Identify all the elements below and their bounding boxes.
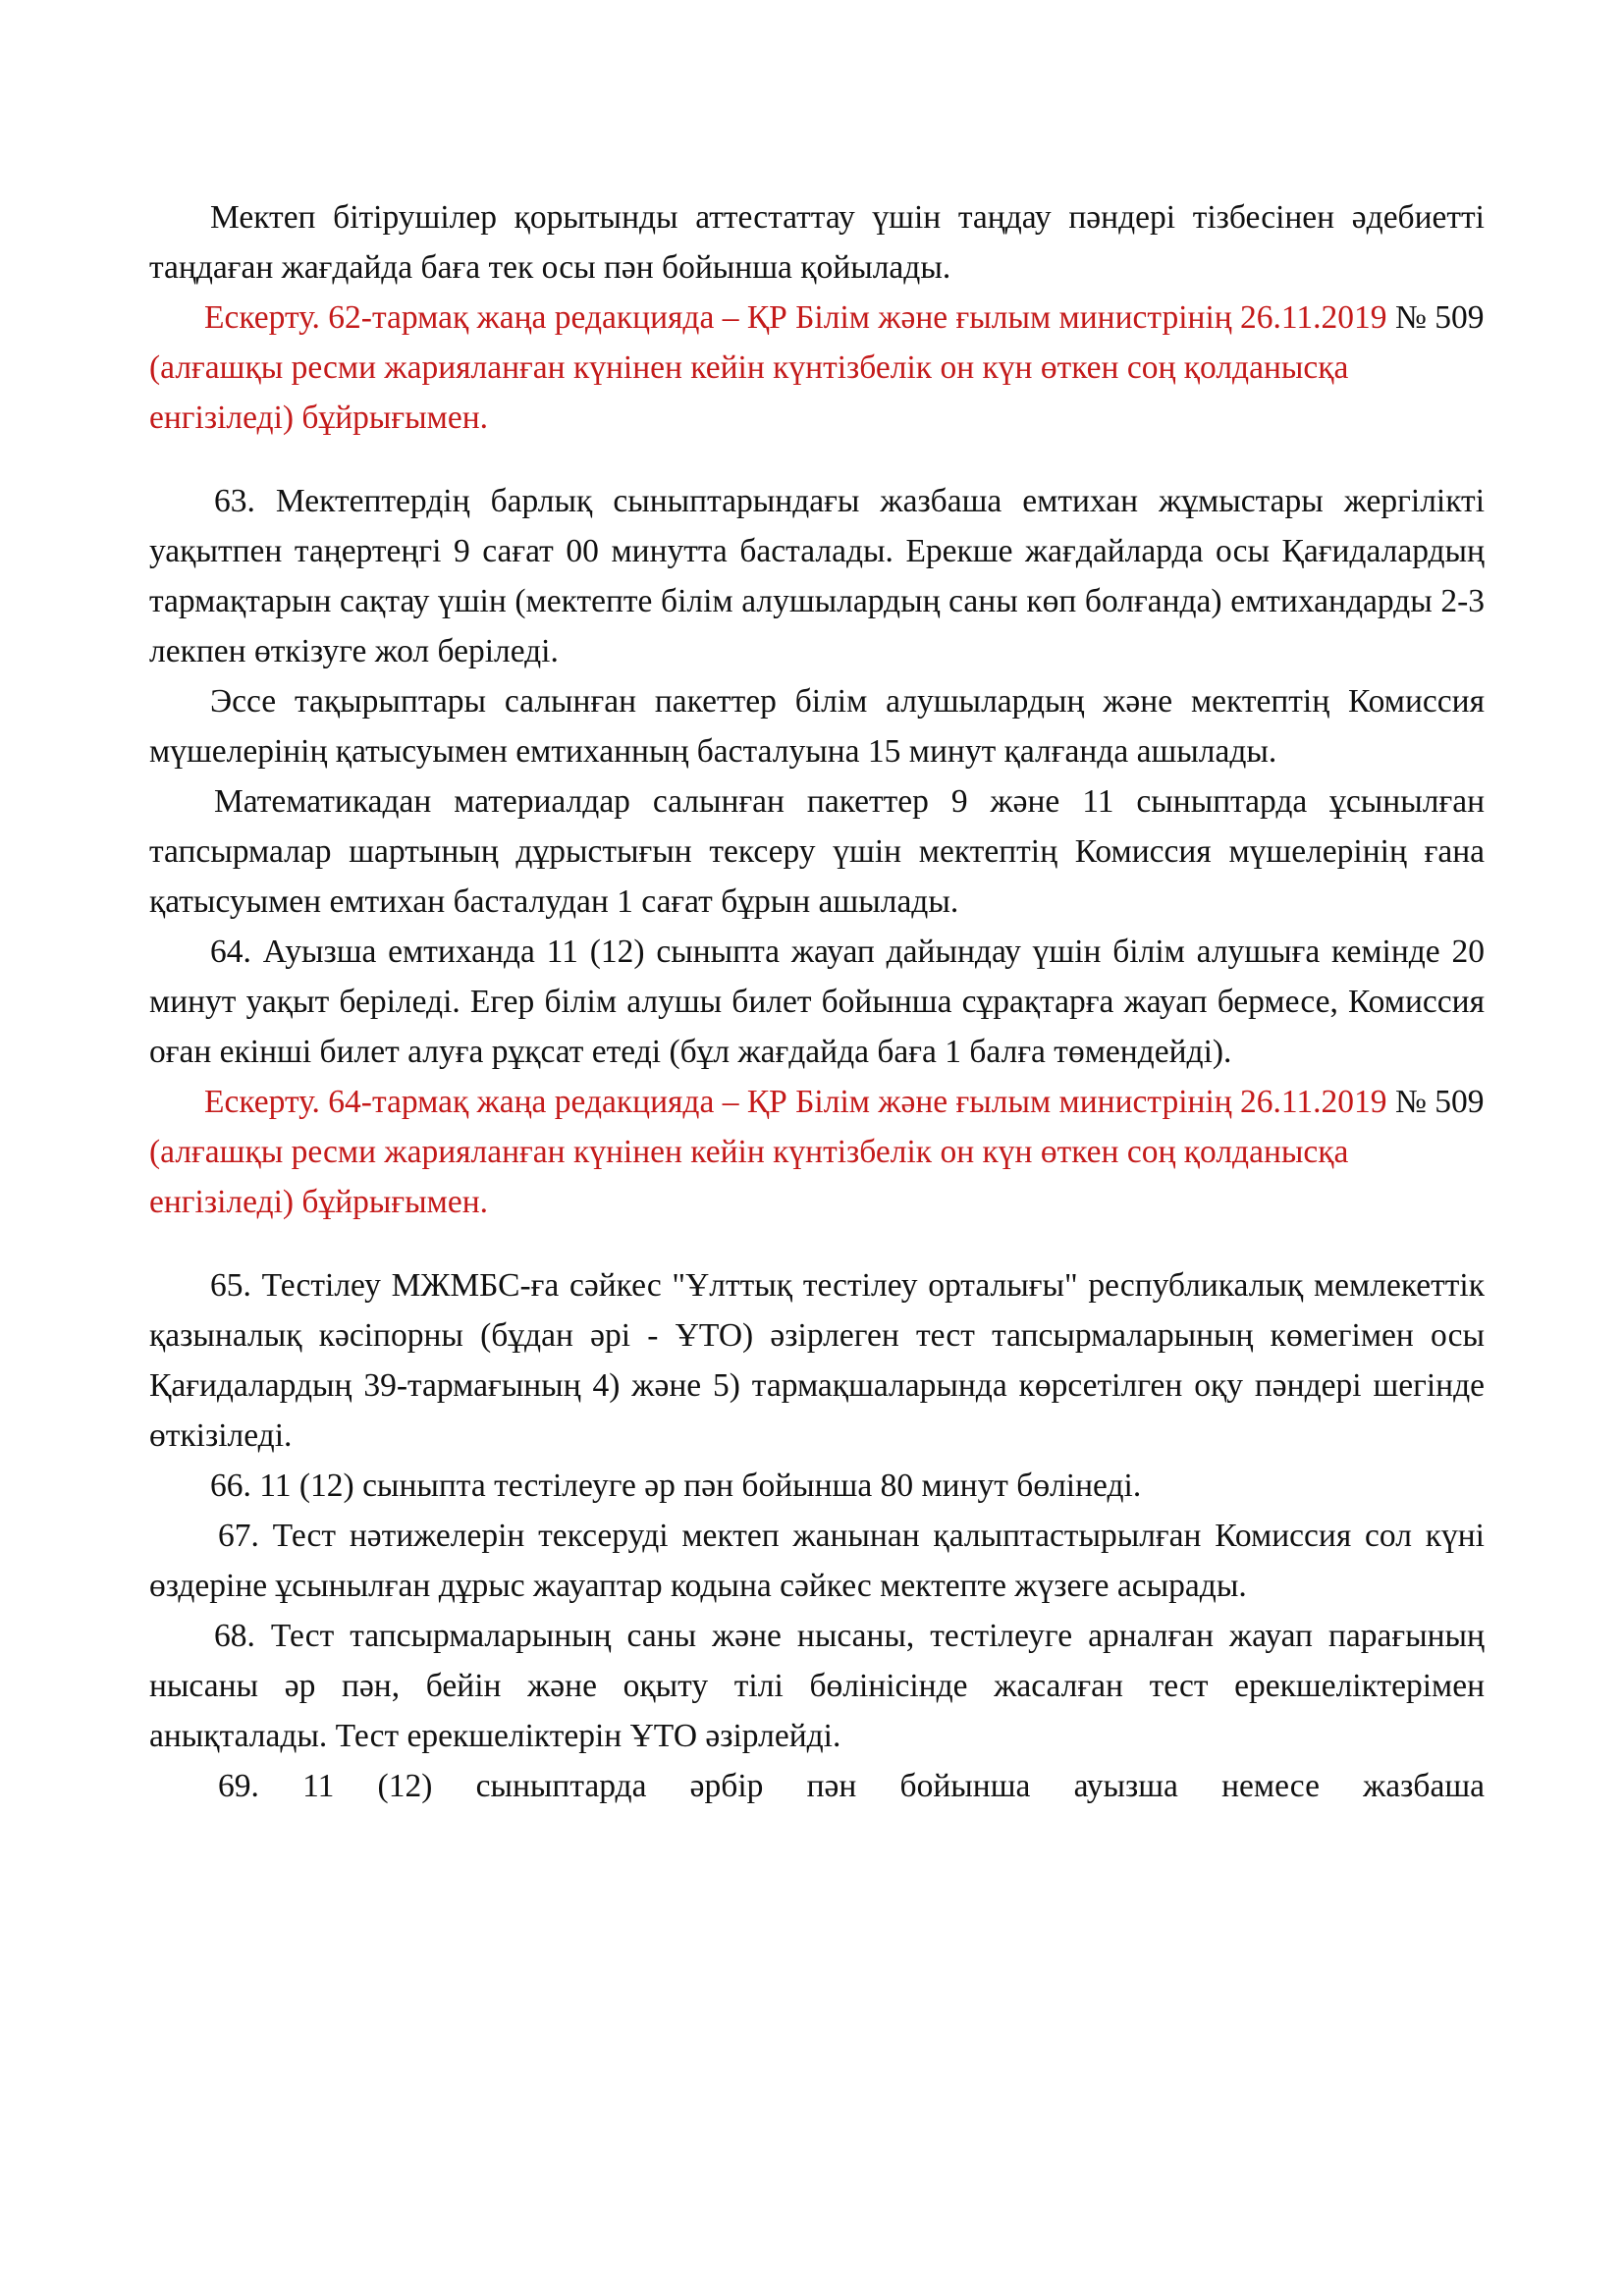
amendment-note-64 bbox=[149, 1077, 1485, 1227]
document-page bbox=[149, 192, 1485, 1811]
paragraph-66: 66. 11 (12) сыныпта тестілеуге әр пән бойынша 80 минут бөлінеді. bbox=[210, 1468, 1142, 1504]
paragraph-65: 65. Тестілеу МЖМБС-ға сәйкес "Ұлттық тестілеу орталығы" республикалық мемлекеттік қазыналық кәсіпорны (бұдан әрі - ҰТО) әзірлеген тест тапсырмаларының көмегімен осы Қағидалардың 39-тармағының 4) және 5) тармақшаларында көрсетілген оқу пәндері шегінде өткізіледі. bbox=[149, 1267, 1485, 1454]
paragraph-spacer bbox=[149, 443, 1485, 476]
note-text: Ескерту. 62-тармақ жаңа редакцияда – ҚР Білім және ғылым министрінің 26.11.2019 bbox=[204, 299, 1395, 336]
paragraph-spacer bbox=[149, 1227, 1485, 1260]
paragraph-63: 63. Мектептердің барлық сыныптарындағы жазбаша емтихан жұмыстары жергілікті уақытпен таңертеңгі 9 сағат 00 минутта басталады. Ерекше жағдайларда осы Қағидалардың тармақтарын сақтау үшін (мектепте білім алушылардың саны көп болғанда) емтихандарды 2-3 лекпен өткізуге жол беріледі. bbox=[149, 483, 1485, 669]
paragraph-67: 67. Тест нәтижелерін тексеруді мектеп жанынан қалыптастырылған Комиссия сол күні өздеріне ұсынылған дұрыс жауаптар кодына сәйкес мектепте жүзеге асырады. bbox=[149, 1518, 1485, 1604]
paragraph-68: 68. Тест тапсырмаларының саны және нысаны, тестілеуге арналған жауап парағының нысаны әр пән, бейін және оқыту тілі бөлінісінде жасалған тест ерекшеліктерімен анықталады. Тест ерекшеліктерін ҰТО әзірлейді. bbox=[149, 1618, 1485, 1754]
note-text: Ескерту. 64-тармақ жаңа редакцияда – ҚР Білім және ғылым министрінің 26.11.2019 bbox=[204, 1084, 1395, 1120]
paragraph-64: 64. Ауызша емтиханда 11 (12) сыныпта жауап дайындау үшін білім алушыға кемінде 20 минут уақыт беріледі. Егер білім алушы билет бойынша сұрақтарға жауап бермесе, Комиссия оған екінші билет алуға рұқсат етеді (бұл жағдайда баға 1 балға төмендейді). bbox=[149, 934, 1485, 1070]
note-text: (алғашқы ресми жарияланған күнінен кейін күнтізбелік он күн өткен соң қолданысқа енгізіледі) бұйрығымен. bbox=[149, 349, 1349, 436]
paragraph-62-continuation: Мектеп бітірушілер қорытынды аттестаттау үшін таңдау пәндері тізбесінен әдебиетті таңдаған жағдайда баға тек осы пән бойынша қойылады. bbox=[149, 199, 1485, 286]
paragraph-69: 69. 11 (12) сыныптарда әрбір пән бойынша ауызша немесе жазбаша bbox=[218, 1768, 1485, 1804]
note-text: (алғашқы ресми жарияланған күнінен кейін күнтізбелік он күн өткен соң қолданысқа енгізіледі) бұйрығымен. bbox=[149, 1134, 1349, 1220]
paragraph-63-math: Математикадан материалдар салынған пакеттер 9 және 11 сыныптарда ұсынылған тапсырмалар шартының дұрыстығын тексеру үшін мектептің Комиссия мүшелерінің ғана қатысуымен емтихан басталудан 1 сағат бұрын ашылады. bbox=[149, 783, 1485, 920]
order-number: № 509 bbox=[1394, 1084, 1485, 1120]
order-number: № 509 bbox=[1394, 299, 1485, 336]
amendment-note-62 bbox=[149, 293, 1485, 443]
paragraph-63-essay: Эссе тақырыптары салынған пакеттер білім алушылардың және мектептің Комиссия мүшелерінің қатысуымен емтиханның басталуына 15 минут қалғанда ашылады. bbox=[149, 683, 1485, 770]
